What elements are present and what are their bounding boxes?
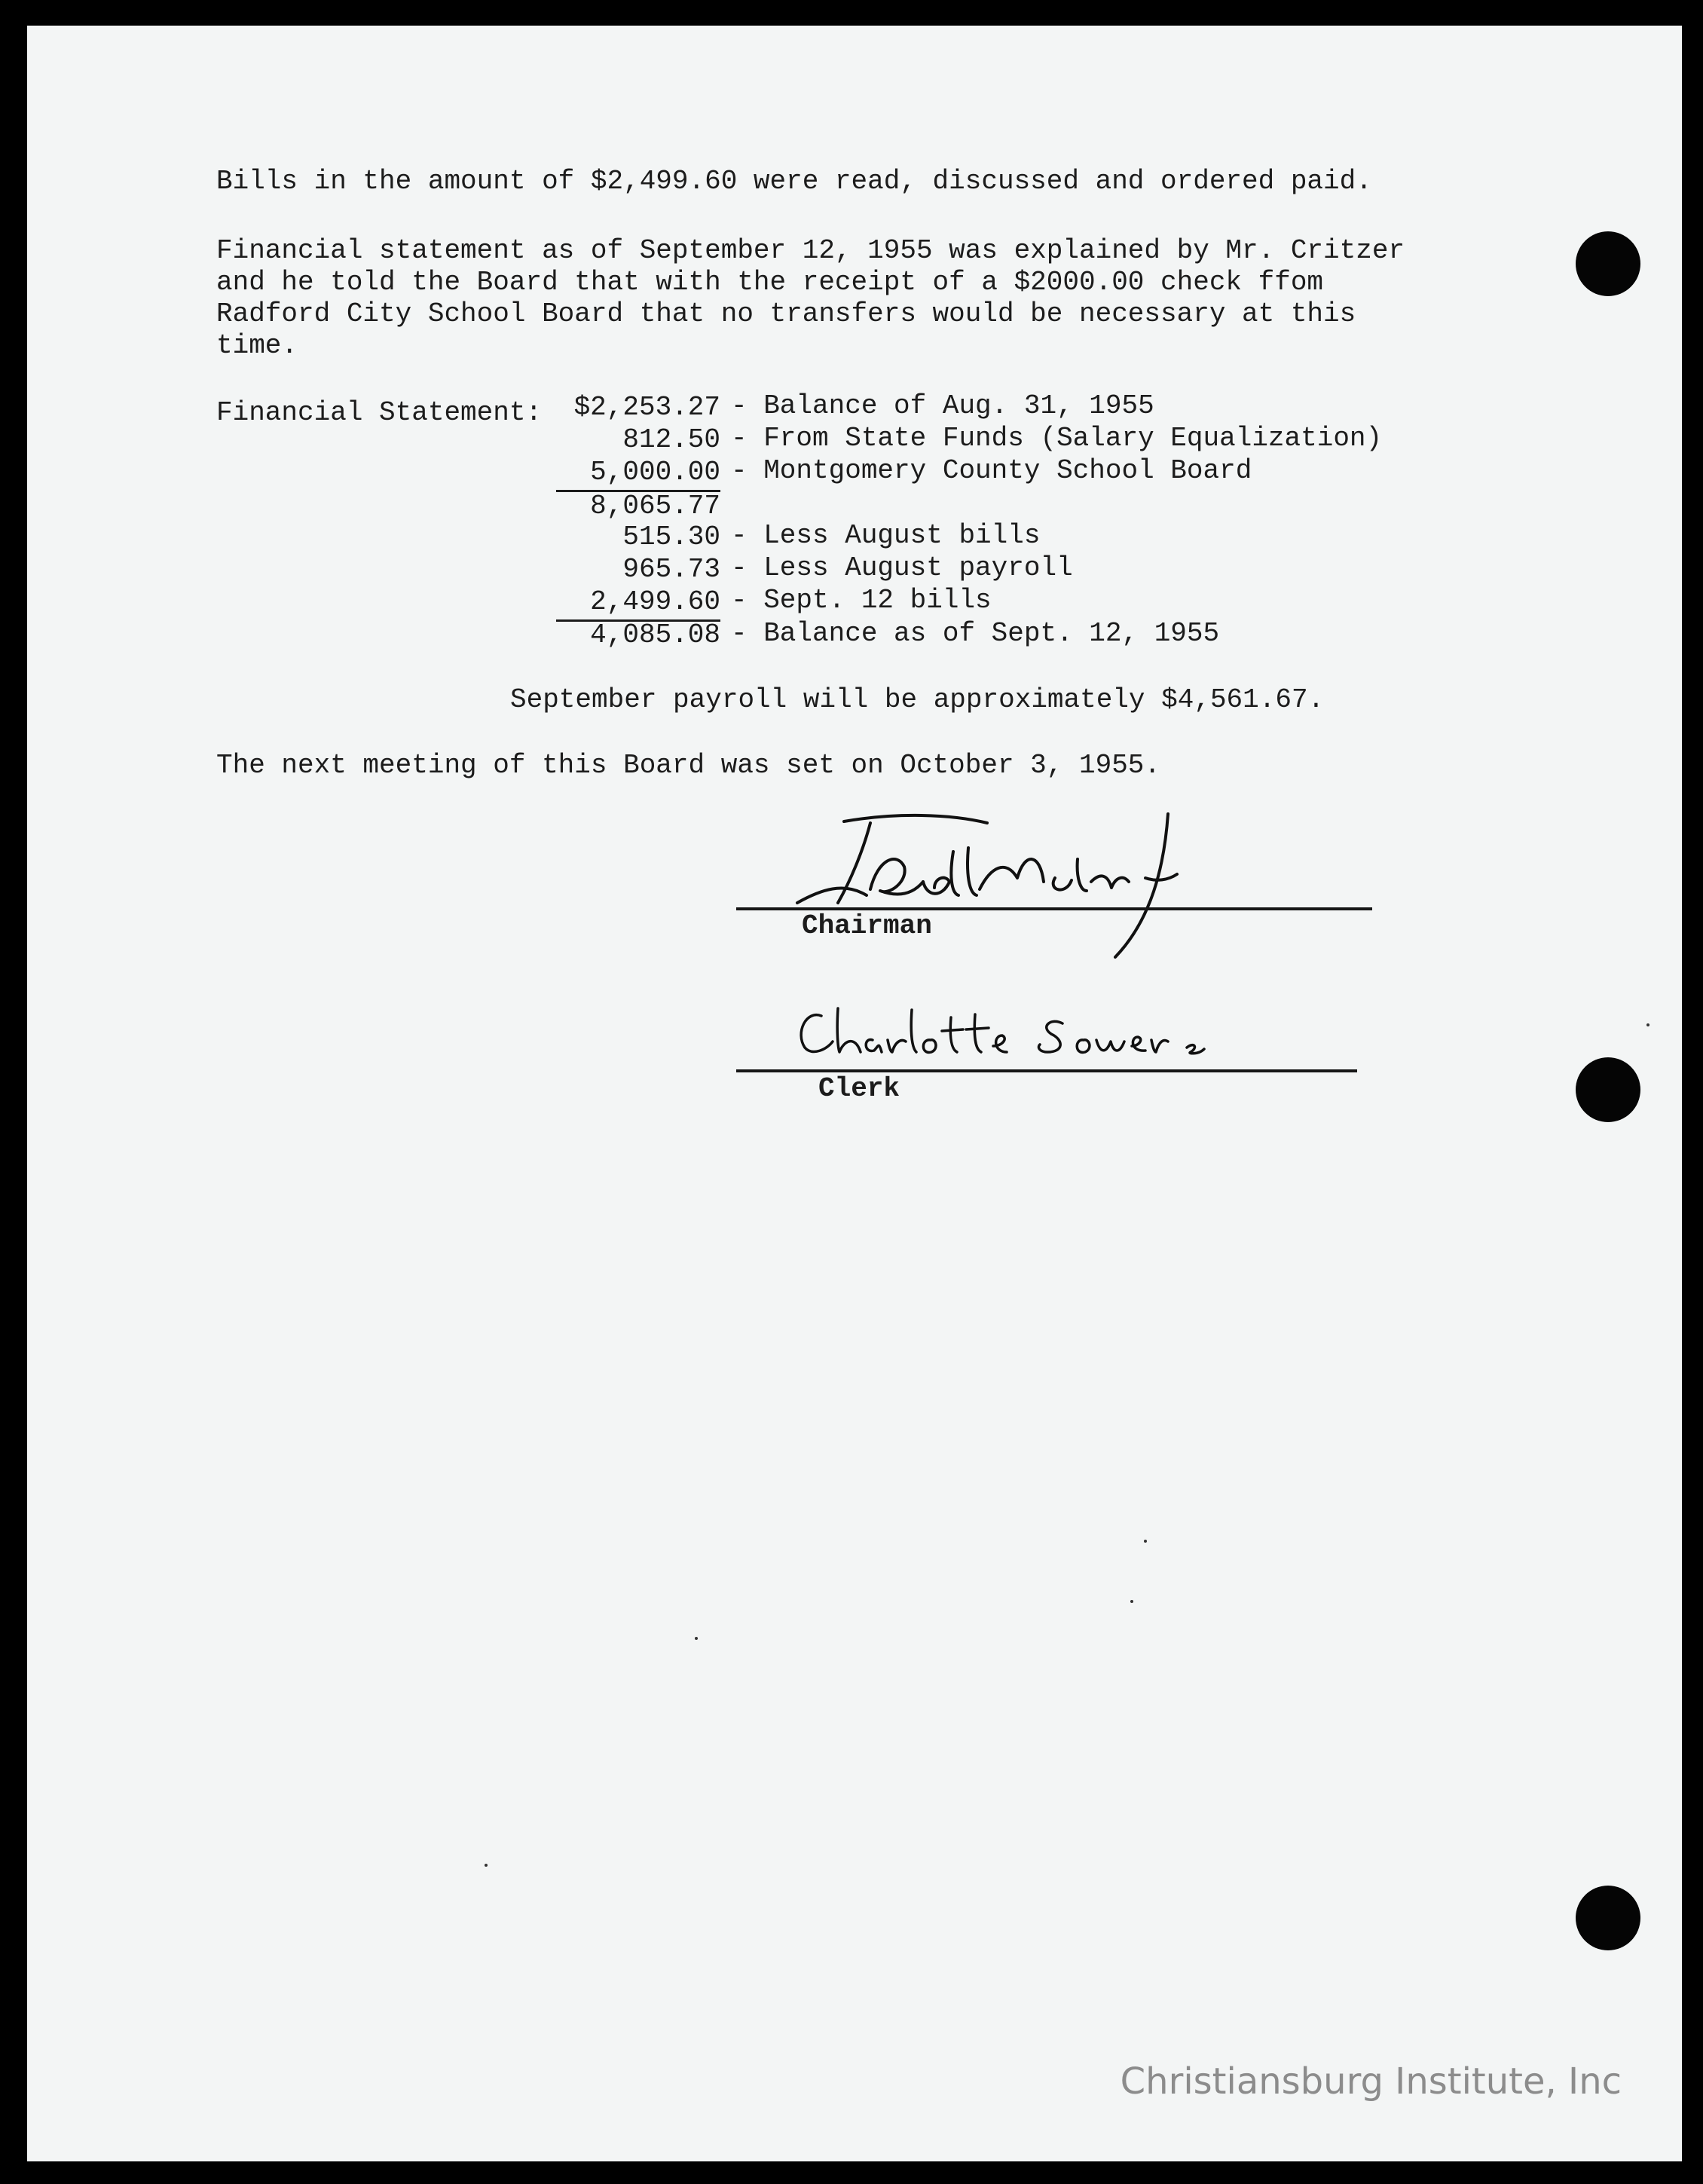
statement-amount: 965.73 — [622, 554, 720, 585]
paper-speck — [1646, 1023, 1649, 1026]
paper-speck — [1130, 1600, 1133, 1603]
paper-speck — [1144, 1540, 1147, 1543]
statement-subtotal: 8,065.77 — [590, 491, 720, 522]
statement-desc: - Balance as of Sept. 12, 1955 — [731, 618, 1220, 649]
statement-desc: - Sept. 12 bills — [731, 585, 992, 616]
paragraph-line: Radford City School Board that no transfers would be necessary at this — [216, 298, 1356, 329]
paragraph-line: and he told the Board that with the receipt of a $2000.00 check ffom — [216, 267, 1324, 298]
statement-amount: 515.30 — [622, 522, 720, 552]
statement-desc: - From State Funds (Salary Equalization) — [731, 423, 1383, 454]
next-meeting: The next meeting of this Board was set on October 3, 1955. — [216, 750, 1161, 781]
statement-desc: - Balance of Aug. 31, 1955 — [731, 390, 1154, 421]
statement-amount: $2,253.27 — [573, 392, 720, 423]
paper-speck — [485, 1864, 488, 1867]
paper-speck — [695, 1637, 698, 1640]
statement-amount: 5,000.00 — [590, 457, 720, 488]
binder-hole-top — [1576, 231, 1640, 296]
statement-desc: - Less August bills — [731, 520, 1041, 551]
statement-amount: 2,499.60 — [590, 586, 720, 617]
clerk-signature-line — [736, 1069, 1357, 1072]
paragraph-line: Financial statement as of September 12, 1955 was explained by Mr. Critzer — [216, 235, 1405, 266]
paragraph-line: time. — [216, 330, 298, 361]
statement-desc: - Montgomery County School Board — [731, 455, 1252, 486]
clerk-label: Clerk — [818, 1073, 900, 1104]
binder-hole-middle — [1576, 1057, 1640, 1122]
watermark: Christiansburg Institute, Inc — [1120, 2060, 1622, 2103]
clerk-signature — [791, 1002, 1334, 1070]
chairman-label: Chairman — [802, 910, 932, 941]
statement-balance: 4,085.08 — [590, 619, 720, 650]
statement-desc: - Less August payroll — [731, 552, 1073, 583]
binder-hole-bottom — [1576, 1886, 1640, 1950]
statement-amount: 812.50 — [622, 424, 720, 455]
bills-paragraph: Bills in the amount of $2,499.60 were read, discussed and ordered paid. — [216, 166, 1372, 197]
payroll-note: September payroll will be approximately $4,561.67. — [510, 684, 1325, 715]
statement-label: Financial Statement: — [216, 397, 543, 428]
